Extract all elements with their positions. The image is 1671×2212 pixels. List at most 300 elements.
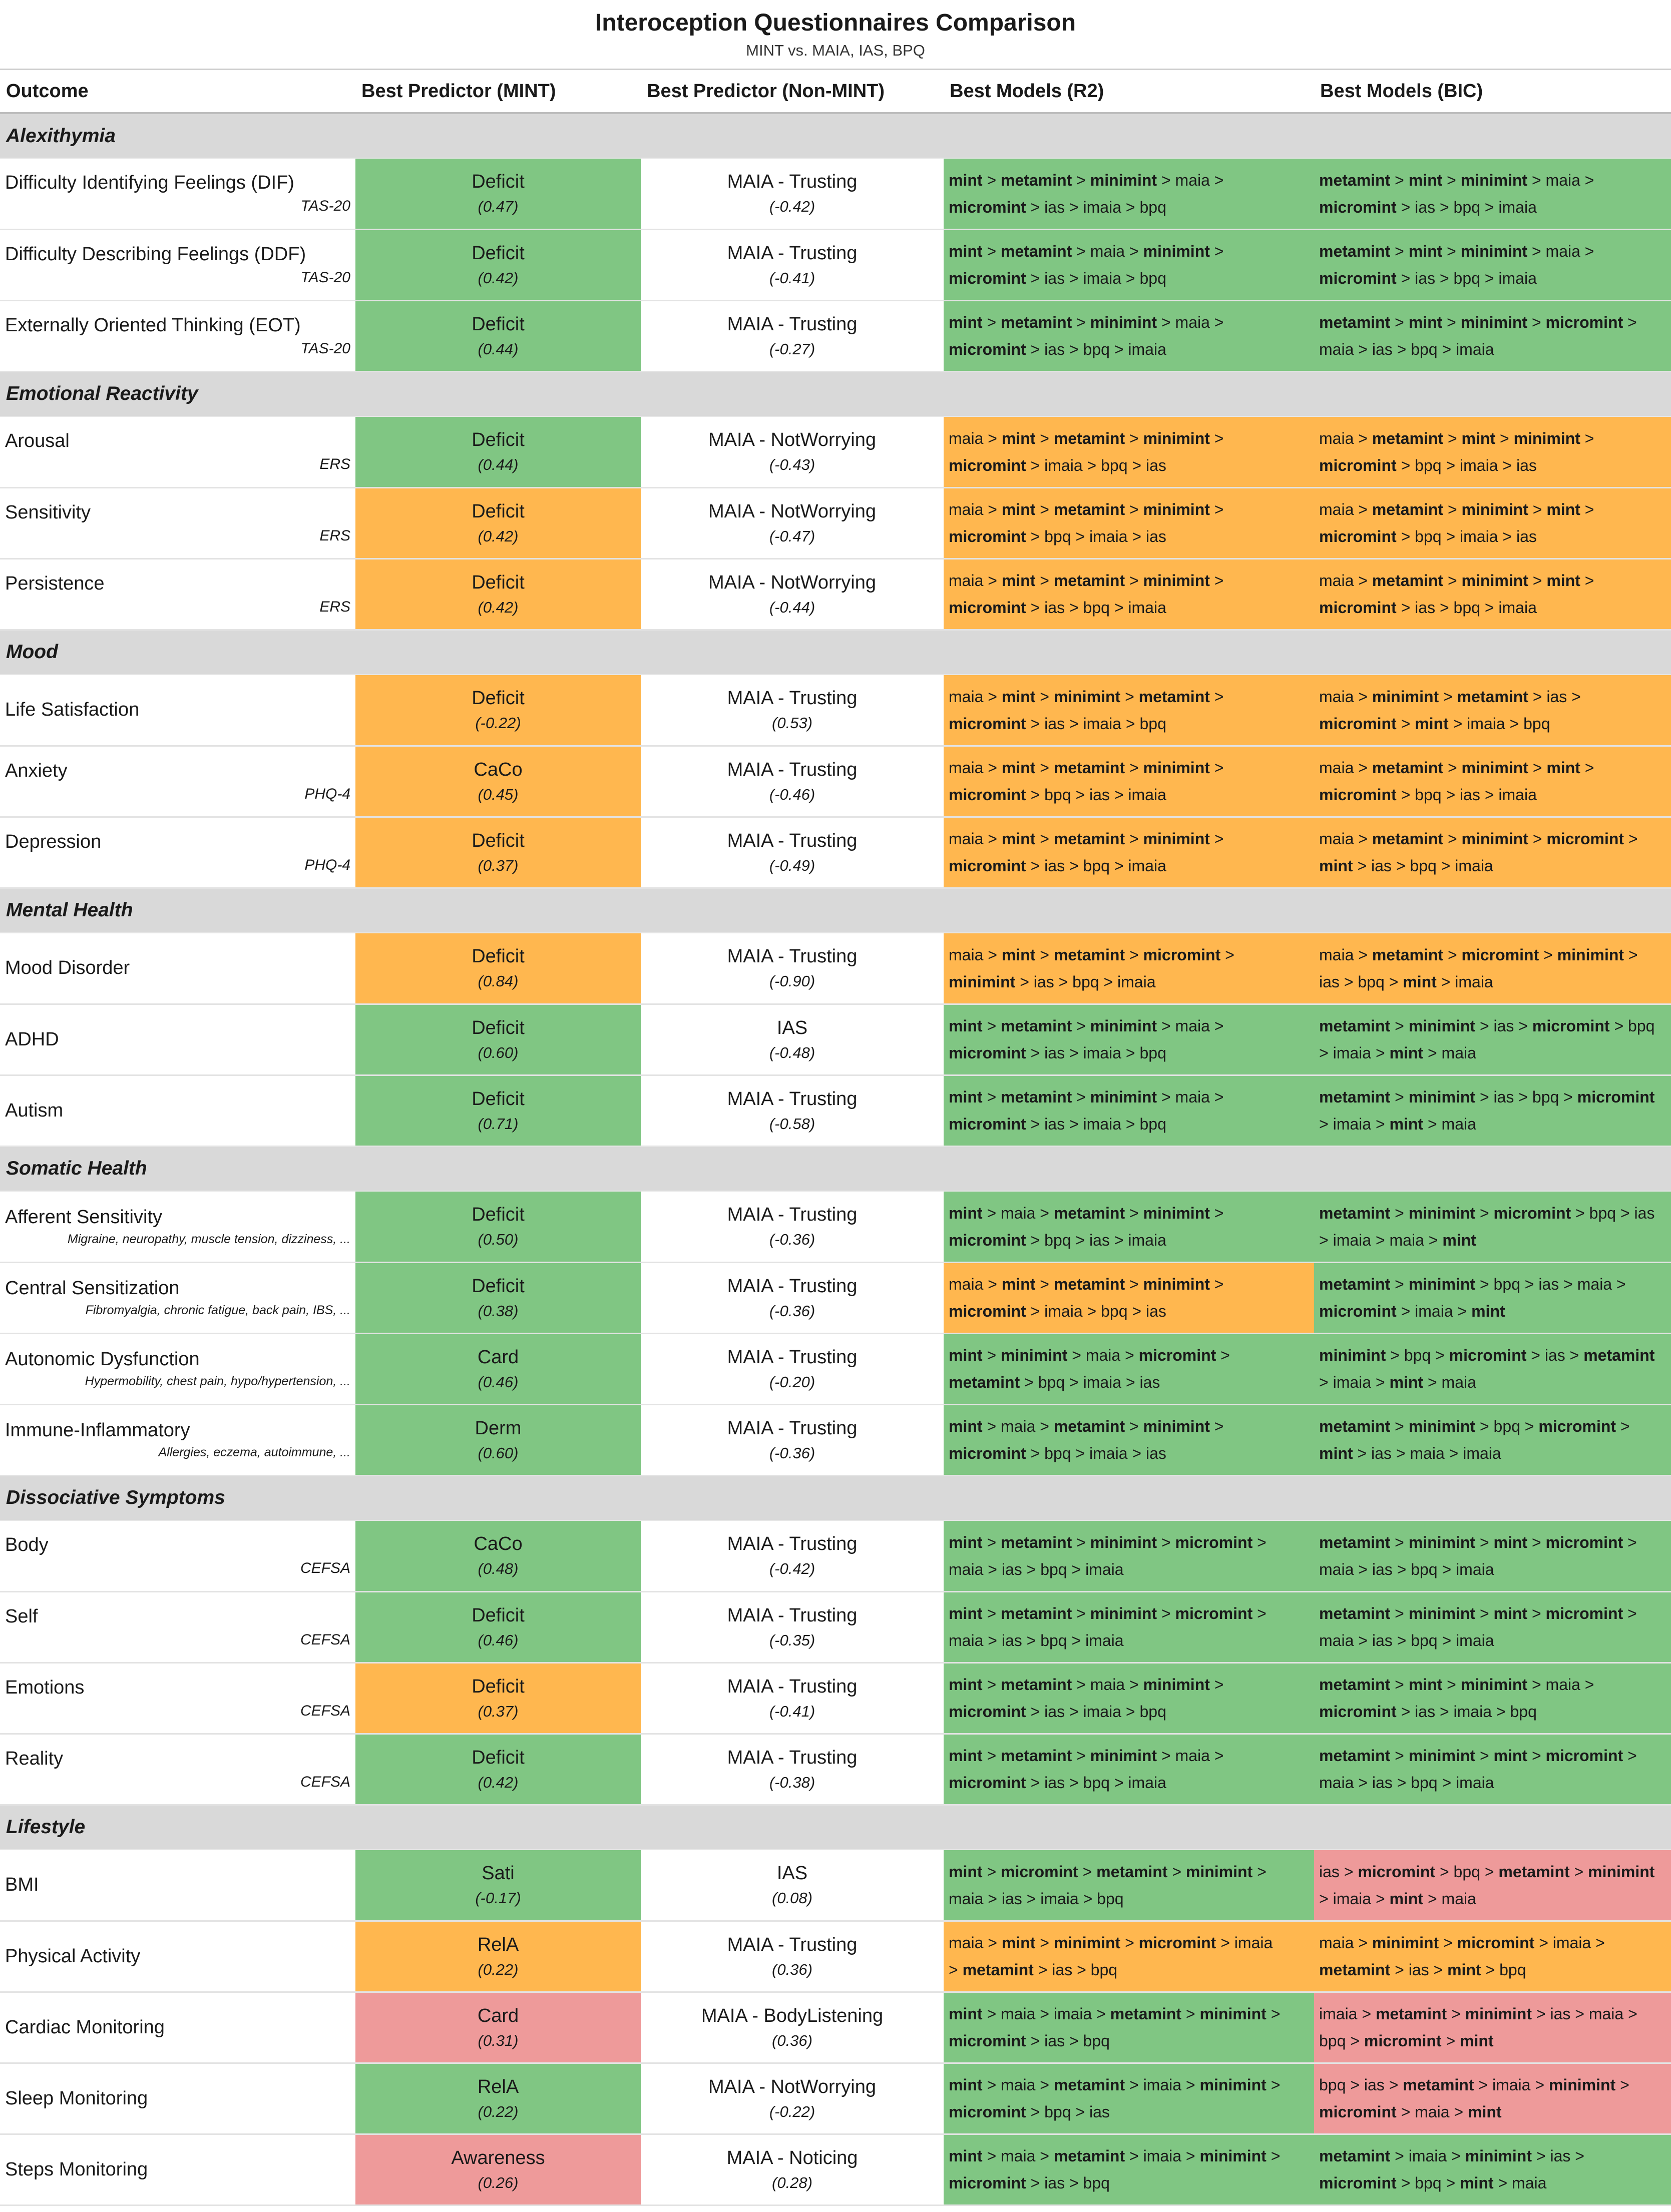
r2-models-cell xyxy=(944,1992,1314,2063)
model-ranking-line: metamint > minimint > ias > micromint > bpq xyxy=(1319,1017,1655,1035)
mint-predictor-cell xyxy=(355,1850,641,1921)
r2-models-cell xyxy=(944,675,1314,746)
nonmint-predictor-value: (-0.58) xyxy=(769,1115,815,1133)
mint-model-name: minimint xyxy=(1090,1604,1157,1622)
table-row xyxy=(0,1333,1671,1404)
mint-predictor-name: Deficit xyxy=(472,1017,525,1038)
outcome-cell xyxy=(0,746,355,817)
outcome-scale: Migraine, neuropathy, muscle tension, dizziness, ... xyxy=(67,1232,350,1246)
nonmint-predictor-cell xyxy=(641,1262,944,1333)
bic-models-cell xyxy=(1314,2063,1671,2134)
mint-predictor-cell xyxy=(355,746,641,817)
nonmint-predictor-name: MAIA - Trusting xyxy=(727,1934,858,1955)
model-ranking-line: metamint > minimint > mint > micromint > xyxy=(1319,1604,1637,1622)
r2-models-cell xyxy=(944,1191,1314,1262)
mint-model-name: mint xyxy=(1447,1961,1481,1979)
nonmint-predictor-value: (0.08) xyxy=(772,1889,812,1907)
mint-model-name: metamint xyxy=(1053,429,1125,447)
r2-models-cell xyxy=(944,487,1314,559)
mint-model-name: mint xyxy=(1389,1373,1424,1391)
mint-model-name: mint xyxy=(1408,242,1443,260)
model-ranking-line: maia > mint > metamint > micromint > xyxy=(949,945,1234,964)
nonmint-predictor-cell xyxy=(641,1004,944,1075)
model-ranking-line: mint > maia > metamint > minimint > xyxy=(949,1204,1224,1222)
outcome-cell xyxy=(0,1921,355,1992)
mint-model-name: micromint xyxy=(1319,456,1397,474)
nonmint-predictor-cell xyxy=(641,817,944,888)
mint-model-name: micromint xyxy=(949,857,1026,875)
model-ranking-line: maia > ias > bpq > imaia xyxy=(949,1631,1124,1649)
mint-model-name: metamint xyxy=(1319,1275,1391,1293)
table-row xyxy=(0,675,1671,746)
nonmint-predictor-value: (-0.90) xyxy=(769,972,815,990)
r2-models-cell xyxy=(944,1921,1314,1992)
nonmint-predictor-value: (-0.48) xyxy=(769,1043,815,1061)
mint-model-name: metamint xyxy=(1053,2147,1125,2165)
nonmint-predictor-value: (-0.44) xyxy=(769,598,815,616)
nonmint-predictor-value: (-0.43) xyxy=(769,456,815,474)
nonmint-predictor-cell xyxy=(641,1921,944,1992)
model-ranking-line: metamint > minimint > bpq > ias > maia > xyxy=(1319,1275,1626,1293)
outcome-scale: CEFSA xyxy=(300,1560,350,1577)
model-ranking-line: metamint > minimint > mint > micromint > xyxy=(1319,1533,1637,1551)
mint-predictor-value: (0.60) xyxy=(478,1043,519,1061)
mint-model-name: mint xyxy=(949,1088,983,1106)
mint-model-name: micromint xyxy=(1319,599,1397,617)
mint-model-name: minimint xyxy=(1408,1204,1476,1222)
bic-models-cell xyxy=(1314,933,1671,1004)
mint-model-name: minimint xyxy=(1465,2005,1532,2023)
column-header-r2-models: Best Models (R2) xyxy=(944,70,1314,113)
model-ranking-line: mint > metamint > maia > minimint > xyxy=(949,242,1224,260)
r2-models-cell xyxy=(944,746,1314,817)
mint-model-name: micromint xyxy=(1449,1346,1527,1364)
outcome-scale: ERS xyxy=(319,598,350,615)
model-ranking-line: micromint > bpq > imaia > ias xyxy=(1319,527,1537,545)
mint-predictor-name: Deficit xyxy=(472,1604,525,1626)
mint-model-name: micromint xyxy=(1175,1533,1253,1551)
mint-model-name: metamint xyxy=(1372,945,1444,964)
mint-predictor-cell xyxy=(355,1333,641,1404)
mint-model-name: minimint xyxy=(1461,830,1528,848)
table-row xyxy=(0,746,1671,817)
mint-model-name: minimint xyxy=(1199,2076,1267,2094)
nonmint-predictor-value: (-0.36) xyxy=(769,1231,815,1249)
model-ranking-line: metamint > imaia > minimint > ias > xyxy=(1319,2147,1584,2165)
mint-model-name: minimint xyxy=(1460,171,1528,189)
outcome-name: Arousal xyxy=(5,430,70,452)
r2-models-cell xyxy=(944,1734,1314,1805)
outcome-scale: PHQ-4 xyxy=(304,856,350,873)
report-header xyxy=(0,0,1671,70)
mint-model-name: minimint xyxy=(1090,1088,1157,1106)
mint-model-name: metamint xyxy=(1372,572,1444,590)
mint-model-name: minimint xyxy=(1143,1417,1210,1435)
outcome-cell xyxy=(0,487,355,559)
mint-predictor-value: (0.48) xyxy=(478,1560,519,1578)
nonmint-predictor-cell xyxy=(641,1734,944,1805)
r2-models-cell xyxy=(944,158,1314,229)
mint-model-name: metamint xyxy=(1319,1204,1391,1222)
r2-models-cell xyxy=(944,1520,1314,1591)
mint-model-name: mint xyxy=(949,2076,983,2094)
bic-models-cell xyxy=(1314,1520,1671,1591)
model-ranking-line: micromint > ias > imaia > bpq xyxy=(949,269,1166,287)
mint-predictor-name: CaCo xyxy=(474,759,523,780)
model-ranking-line: maia > metamint > micromint > minimint > xyxy=(1319,945,1638,964)
mint-model-name: metamint xyxy=(1110,2005,1182,2023)
mint-model-name: micromint xyxy=(949,269,1026,287)
mint-model-name: minimint xyxy=(1408,1533,1476,1551)
mint-model-name: mint xyxy=(949,1862,983,1881)
mint-predictor-value: (0.46) xyxy=(478,1631,519,1649)
mint-model-name: micromint xyxy=(1319,714,1397,733)
mint-model-name: mint xyxy=(949,242,983,260)
model-ranking-line: micromint > bpq > imaia > ias xyxy=(949,527,1166,545)
bic-models-cell xyxy=(1314,1333,1671,1404)
model-ranking-line: metamint > minimint > bpq > micromint > xyxy=(1319,1417,1630,1435)
mint-predictor-name: Deficit xyxy=(472,242,525,264)
model-ranking-line: micromint > ias > bpq > imaia xyxy=(949,857,1166,875)
model-ranking-line: metamint > mint > minimint > maia > xyxy=(1319,171,1594,189)
r2-models-cell xyxy=(944,1850,1314,1921)
outcome-name: Immune-Inflammatory xyxy=(5,1420,190,1441)
column-header-mint-predictor: Best Predictor (MINT) xyxy=(355,70,641,113)
model-ranking-line: mint > maia > imaia > metamint > minimint > xyxy=(949,2005,1281,2023)
model-ranking-line: ias > bpq > mint > imaia xyxy=(1319,972,1493,991)
model-ranking-line: micromint > ias > imaia > bpq xyxy=(949,1044,1166,1062)
nonmint-predictor-value: (0.53) xyxy=(772,714,812,732)
model-ranking-line: micromint > ias > bpq xyxy=(949,2174,1110,2192)
bic-models-cell xyxy=(1314,1850,1671,1921)
outcome-cell xyxy=(0,933,355,1004)
mint-model-name: metamint xyxy=(1319,1417,1391,1435)
mint-model-name: minimint xyxy=(1513,429,1580,447)
outcome-scale: TAS-20 xyxy=(300,198,350,215)
model-ranking-line: micromint > imaia > bpq > ias xyxy=(949,456,1166,474)
mint-model-name: mint xyxy=(1389,1115,1424,1133)
mint-model-name: mint xyxy=(1408,171,1443,189)
model-ranking-line: micromint > imaia > mint xyxy=(1319,1302,1505,1320)
mint-model-name: micromint xyxy=(949,198,1026,216)
report-title: Interoception Questionnaires Comparison xyxy=(595,10,1076,36)
model-ranking-line: maia > mint > minimint > micromint > imaia xyxy=(949,1934,1273,1952)
mint-model-name: mint xyxy=(1471,1302,1505,1320)
mint-predictor-cell xyxy=(355,416,641,487)
bic-models-cell xyxy=(1314,158,1671,229)
outcome-name: Externally Oriented Thinking (EOT) xyxy=(5,314,301,336)
nonmint-predictor-cell xyxy=(641,1850,944,1921)
outcome-cell xyxy=(0,1191,355,1262)
model-ranking-line: > imaia > mint > maia xyxy=(1319,1115,1476,1133)
outcome-cell xyxy=(0,158,355,229)
model-ranking-line: bpq > micromint > mint xyxy=(1319,2032,1494,2050)
mint-model-name: metamint xyxy=(1583,1346,1655,1364)
mint-predictor-cell xyxy=(355,2134,641,2205)
column-header-outcome: Outcome xyxy=(0,70,355,113)
mint-model-name: mint xyxy=(1001,1934,1036,1952)
section-row xyxy=(0,1805,1671,1850)
mint-model-name: mint xyxy=(949,171,983,189)
mint-model-name: minimint xyxy=(949,972,1016,991)
model-ranking-line: maia > mint > metamint > minimint > xyxy=(949,759,1224,777)
nonmint-predictor-cell xyxy=(641,1992,944,2063)
mint-model-name: minimint xyxy=(1143,1676,1210,1694)
mint-model-name: micromint xyxy=(1319,1703,1397,1721)
outcome-name: Persistence xyxy=(5,573,105,594)
nonmint-predictor-name: MAIA - Trusting xyxy=(727,171,858,193)
outcome-cell xyxy=(0,2063,355,2134)
mint-model-name: micromint xyxy=(1538,1417,1616,1435)
model-ranking-line: metamint > mint > minimint > micromint > xyxy=(1319,313,1637,331)
r2-models-cell xyxy=(944,1591,1314,1663)
nonmint-predictor-value: (-0.35) xyxy=(769,1631,815,1649)
bic-models-cell xyxy=(1314,1075,1671,1146)
mint-model-name: metamint xyxy=(1053,945,1125,964)
model-ranking-line: micromint > maia > mint xyxy=(1319,2103,1502,2121)
model-ranking-line: metamint > minimint > ias > bpq > micromint xyxy=(1319,1088,1655,1106)
mint-model-name: mint xyxy=(1001,759,1036,777)
model-ranking-line: mint > maia > metamint > minimint > xyxy=(949,1417,1224,1435)
model-ranking-line: minimint > bpq > micromint > ias > metamint xyxy=(1319,1346,1655,1364)
nonmint-predictor-cell xyxy=(641,559,944,630)
nonmint-predictor-cell xyxy=(641,1591,944,1663)
section-row xyxy=(0,113,1671,158)
mint-predictor-value: (0.47) xyxy=(478,198,519,216)
mint-model-name: mint xyxy=(1408,1676,1443,1694)
mint-predictor-name: Deficit xyxy=(472,171,525,193)
nonmint-predictor-value: (0.36) xyxy=(772,1960,812,1978)
mint-model-name: mint xyxy=(1461,429,1496,447)
model-ranking-line: maia > metamint > minimint > mint > xyxy=(1319,500,1594,518)
mint-predictor-name: Deficit xyxy=(472,688,525,709)
section-title: Mood xyxy=(0,630,1671,675)
table-row xyxy=(0,1262,1671,1333)
model-ranking-line: metamint > mint > minimint > maia > xyxy=(1319,1676,1594,1694)
nonmint-predictor-name: MAIA - Trusting xyxy=(727,242,858,264)
outcome-cell xyxy=(0,229,355,300)
header-row xyxy=(0,70,1671,113)
outcome-cell xyxy=(0,2134,355,2205)
r2-models-cell xyxy=(944,559,1314,630)
mint-predictor-cell xyxy=(355,675,641,746)
outcome-name: Life Satisfaction xyxy=(5,699,140,721)
mint-model-name: mint xyxy=(1460,2174,1494,2192)
outcome-name: Autism xyxy=(5,1099,64,1121)
mint-model-name: micromint xyxy=(1545,313,1623,331)
mint-predictor-name: RelA xyxy=(477,1934,519,1955)
mint-model-name: micromint xyxy=(949,1115,1026,1133)
outcome-name: Anxiety xyxy=(5,760,68,781)
model-ranking-line: maia > mint > metamint > minimint > xyxy=(949,1275,1224,1293)
mint-model-name: metamint xyxy=(1319,171,1391,189)
mint-model-name: metamint xyxy=(1372,429,1444,447)
mint-model-name: minimint xyxy=(1053,687,1121,706)
nonmint-predictor-cell xyxy=(641,1404,944,1475)
model-ranking-line: metamint > ias > mint > bpq xyxy=(1319,1961,1526,1979)
table-row xyxy=(0,817,1671,888)
mint-model-name: micromint xyxy=(1319,269,1397,287)
mint-predictor-cell xyxy=(355,1734,641,1805)
mint-model-name: metamint xyxy=(1053,1275,1125,1293)
column-header-nonmint-predictor: Best Predictor (Non-MINT) xyxy=(641,70,944,113)
mint-predictor-name: Card xyxy=(477,1346,519,1368)
mint-model-name: metamint xyxy=(1319,313,1391,331)
outcome-cell xyxy=(0,1520,355,1591)
model-ranking-line: mint > metamint > minimint > maia > xyxy=(949,1017,1224,1035)
model-ranking-line: minimint > ias > bpq > imaia xyxy=(949,972,1156,991)
mint-model-name: metamint xyxy=(1319,1676,1391,1694)
model-ranking-line: maia > mint > metamint > minimint > xyxy=(949,830,1224,848)
nonmint-predictor-name: MAIA - NotWorrying xyxy=(708,2076,877,2097)
mint-model-name: metamint xyxy=(1319,2147,1391,2165)
mint-model-name: minimint xyxy=(1143,572,1210,590)
model-ranking-line: micromint > ias > bpq > imaia xyxy=(949,340,1166,358)
nonmint-predictor-cell xyxy=(641,2134,944,2205)
mint-model-name: micromint xyxy=(1138,1934,1216,1952)
table-row xyxy=(0,1404,1671,1475)
mint-model-name: metamint xyxy=(1319,1747,1391,1765)
r2-models-cell xyxy=(944,817,1314,888)
r2-models-cell xyxy=(944,1004,1314,1075)
bic-models-cell xyxy=(1314,1262,1671,1333)
mint-model-name: metamint xyxy=(1498,1862,1570,1881)
model-ranking-line: mint > metamint > maia > minimint > xyxy=(949,1676,1224,1694)
mint-model-name: metamint xyxy=(1319,242,1391,260)
bic-models-cell xyxy=(1314,300,1671,371)
nonmint-predictor-name: MAIA - NotWorrying xyxy=(708,572,877,593)
model-ranking-line: maia > mint > metamint > minimint > xyxy=(949,500,1224,518)
model-ranking-line: mint > minimint > maia > micromint > xyxy=(949,1346,1230,1364)
mint-model-name: micromint xyxy=(1319,786,1397,804)
mint-model-name: metamint xyxy=(1001,1747,1072,1765)
outcome-name: Mood Disorder xyxy=(5,957,130,979)
nonmint-predictor-name: MAIA - Trusting xyxy=(727,1533,858,1555)
r2-models-cell xyxy=(944,1262,1314,1333)
table-row xyxy=(0,1191,1671,1262)
mint-model-name: mint xyxy=(949,1676,983,1694)
model-ranking-line: micromint > ias > bpq > imaia xyxy=(1319,599,1537,617)
mint-predictor-name: Deficit xyxy=(472,313,525,335)
mint-model-name: mint xyxy=(1319,857,1353,875)
model-ranking-line: maia > ias > bpq > imaia xyxy=(1319,1631,1494,1649)
mint-model-name: minimint xyxy=(1372,1934,1439,1952)
nonmint-predictor-cell xyxy=(641,416,944,487)
model-ranking-line: mint > ias > bpq > imaia xyxy=(1319,857,1493,875)
mint-predictor-value: (0.46) xyxy=(478,1373,519,1391)
mint-model-name: micromint xyxy=(1545,1747,1623,1765)
nonmint-predictor-name: MAIA - Trusting xyxy=(727,1088,858,1110)
section-title: Alexithymia xyxy=(0,113,1671,158)
outcome-name: Cardiac Monitoring xyxy=(5,2016,165,2038)
nonmint-predictor-cell xyxy=(641,229,944,300)
mint-model-name: mint xyxy=(1493,1533,1528,1551)
mint-predictor-cell xyxy=(355,487,641,559)
nonmint-predictor-name: MAIA - NotWorrying xyxy=(708,429,877,451)
mint-model-name: mint xyxy=(1001,500,1036,518)
section-row xyxy=(0,1146,1671,1191)
mint-model-name: mint xyxy=(1442,1231,1476,1249)
mint-model-name: minimint xyxy=(1090,171,1157,189)
mint-model-name: metamint xyxy=(1096,1862,1168,1881)
mint-predictor-value: (0.26) xyxy=(478,2173,519,2191)
outcome-cell xyxy=(0,1333,355,1404)
section-title: Lifestyle xyxy=(0,1805,1671,1850)
mint-predictor-name: Deficit xyxy=(472,429,525,451)
table-row xyxy=(0,1591,1671,1663)
model-ranking-line: metamint > mint > minimint > maia > xyxy=(1319,242,1594,260)
r2-models-cell xyxy=(944,1404,1314,1475)
outcome-name: Autonomic Dysfunction xyxy=(5,1349,200,1370)
mint-model-name: metamint xyxy=(1319,1604,1391,1622)
outcome-scale: TAS-20 xyxy=(300,340,350,357)
bic-models-cell xyxy=(1314,229,1671,300)
mint-model-name: minimint xyxy=(1090,1747,1157,1765)
mint-model-name: micromint xyxy=(949,527,1026,545)
mint-model-name: minimint xyxy=(1408,1017,1476,1035)
nonmint-predictor-name: MAIA - Trusting xyxy=(727,1346,858,1368)
nonmint-predictor-value: (-0.22) xyxy=(769,2102,815,2120)
mint-model-name: minimint xyxy=(1053,1934,1121,1952)
mint-model-name: mint xyxy=(1389,1889,1424,1908)
mint-model-name: mint xyxy=(1493,1747,1528,1765)
mint-predictor-name: Sati xyxy=(482,1863,515,1884)
bic-models-cell xyxy=(1314,817,1671,888)
outcome-cell xyxy=(0,300,355,371)
mint-model-name: mint xyxy=(1546,759,1580,777)
mint-model-name: minimint xyxy=(1001,1346,1068,1364)
outcome-cell xyxy=(0,1850,355,1921)
outcome-scale: Fibromyalgia, chronic fatigue, back pain, IBS, ... xyxy=(85,1303,350,1317)
mint-model-name: minimint xyxy=(1143,500,1210,518)
mint-model-name: mint xyxy=(949,1417,983,1435)
nonmint-predictor-name: MAIA - Trusting xyxy=(727,830,858,851)
mint-model-name: minimint xyxy=(1185,1862,1253,1881)
model-ranking-line: micromint > mint > imaia > bpq xyxy=(1319,714,1550,733)
r2-models-cell xyxy=(944,1333,1314,1404)
mint-predictor-name: Deficit xyxy=(472,830,525,851)
mint-predictor-cell xyxy=(355,1663,641,1734)
nonmint-predictor-value: (-0.41) xyxy=(769,269,815,287)
bic-models-cell xyxy=(1314,1663,1671,1734)
mint-predictor-value: (0.44) xyxy=(478,340,519,358)
mint-predictor-name: Derm xyxy=(475,1417,522,1439)
table-row xyxy=(0,2134,1671,2205)
mint-model-name: metamint xyxy=(1375,2005,1447,2023)
nonmint-predictor-value: (-0.46) xyxy=(769,785,815,803)
table-row xyxy=(0,2063,1671,2134)
bic-models-cell xyxy=(1314,746,1671,817)
outcome-scale: PHQ-4 xyxy=(304,785,350,802)
model-ranking-line: mint > maia > metamint > imaia > minimint > xyxy=(949,2147,1281,2165)
nonmint-predictor-cell xyxy=(641,1663,944,1734)
nonmint-predictor-cell xyxy=(641,933,944,1004)
mint-model-name: metamint xyxy=(1319,1961,1391,1979)
model-ranking-line: micromint > bpq > imaia > ias xyxy=(949,1444,1166,1462)
outcome-scale: ERS xyxy=(319,456,350,473)
outcome-name: Difficulty Identifying Feelings (DIF) xyxy=(5,172,294,194)
mint-model-name: minimint xyxy=(1199,2005,1267,2023)
model-ranking-line: mint > metamint > minimint > micromint > xyxy=(949,1533,1267,1551)
table-row xyxy=(0,1850,1671,1921)
mint-model-name: micromint xyxy=(1319,198,1397,216)
outcome-cell xyxy=(0,1262,355,1333)
nonmint-predictor-value: (-0.42) xyxy=(769,1560,815,1578)
bic-models-cell xyxy=(1314,1191,1671,1262)
nonmint-predictor-name: MAIA - Trusting xyxy=(727,688,858,709)
mint-model-name: metamint xyxy=(1053,572,1125,590)
table-row xyxy=(0,1004,1671,1075)
